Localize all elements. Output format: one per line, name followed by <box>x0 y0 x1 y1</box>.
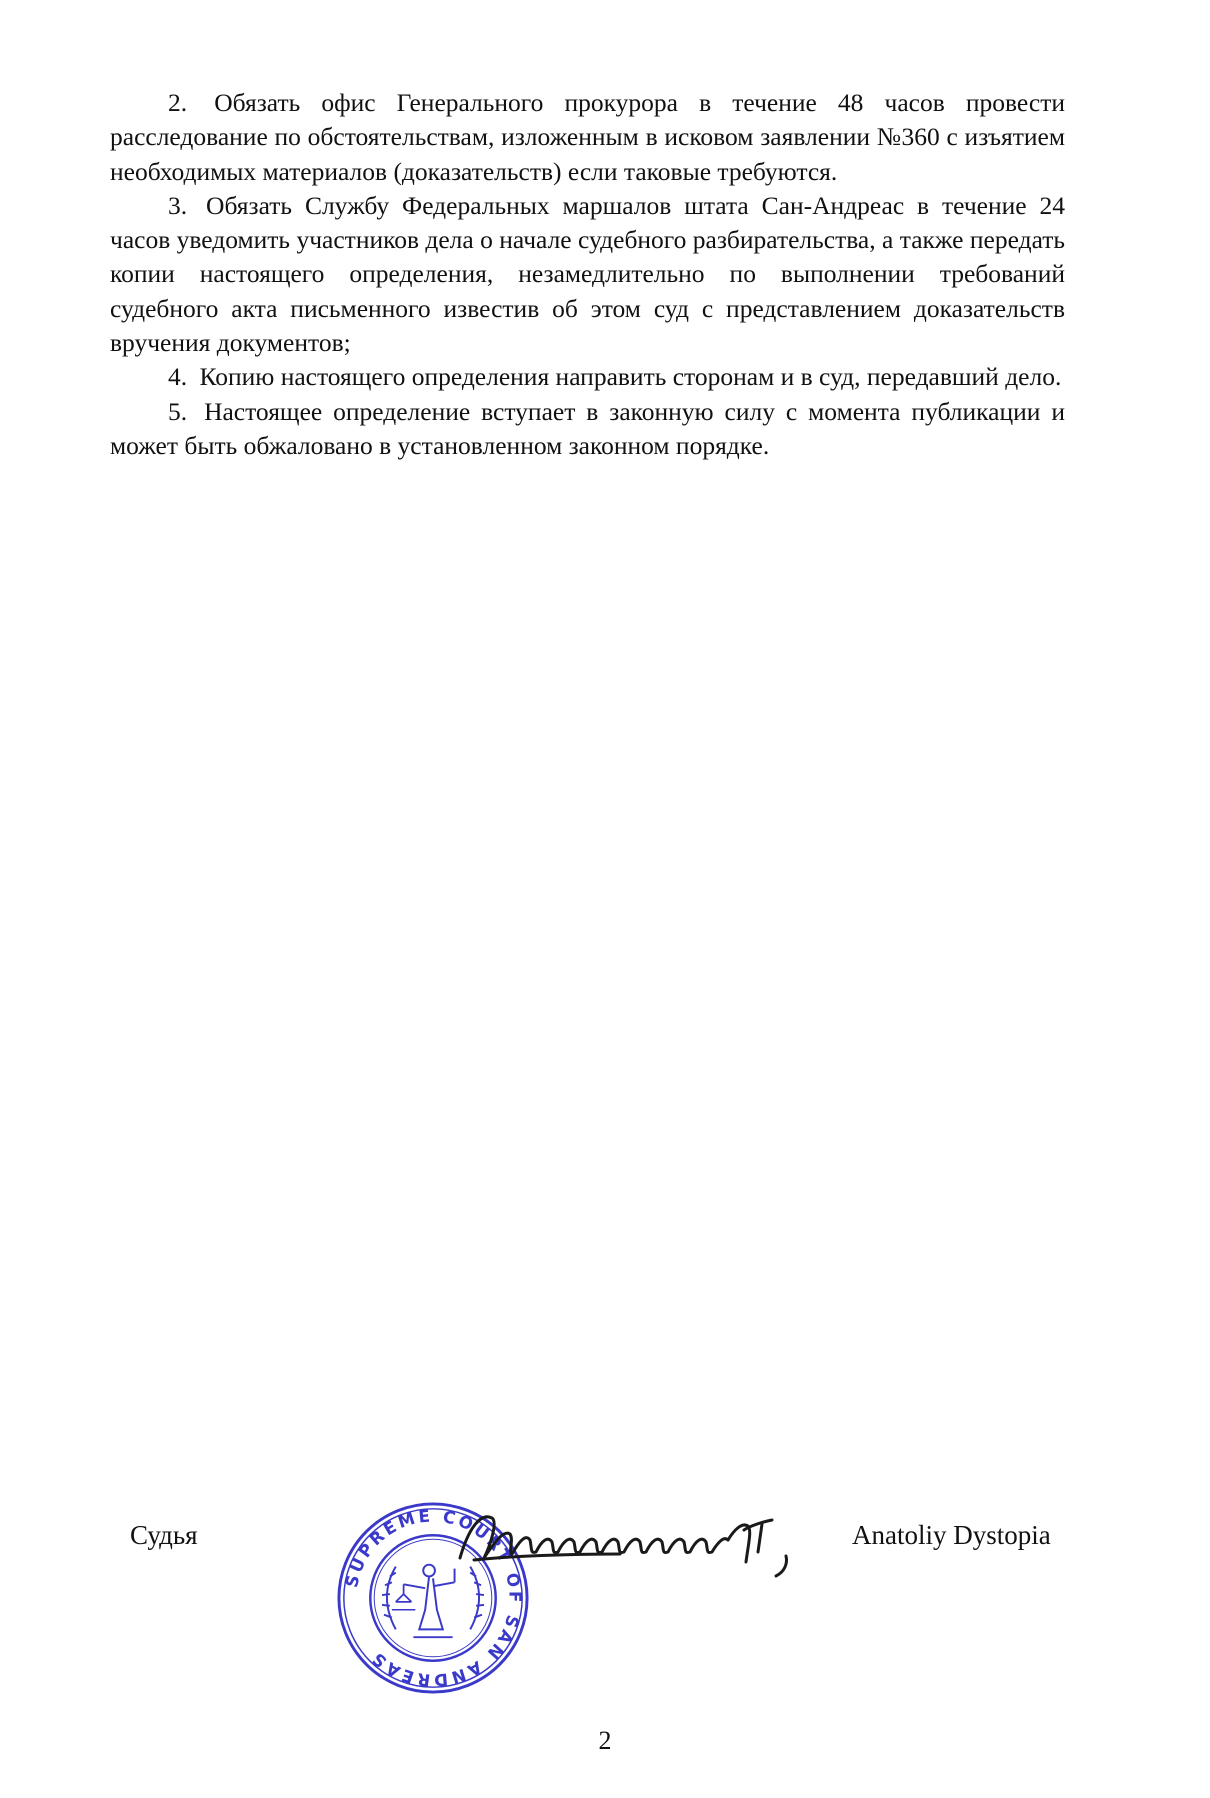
signature-block <box>0 1500 1210 1720</box>
item-number: 3. <box>168 190 188 220</box>
document-body <box>110 86 1065 463</box>
handwritten-signature <box>450 1500 830 1580</box>
item-text: Обязать офис Генерального прокурора в течение 48 часов провести расследование по обстоятельствам, изложенным в исковом заявлении №360 с изъятием необходимых материалов (доказательств) если таковые требуются. <box>110 88 1065 186</box>
signature-role: Судья <box>130 1520 198 1550</box>
seal-text: SUPREME COURT OF SAN ANDREAS <box>342 1506 525 1690</box>
item-number: 4. <box>168 362 188 392</box>
item-text: Обязать Службу Федеральных маршалов штата Сан-Андреас в течение 24 часов уведомить участников дела о начале судебного разбирательства, а также передать копии настоящего определения, незамедлительно по выполнении требований судебного акта письменного известив об этом суд с представлением доказательств вручения документов; <box>110 190 1066 358</box>
item-number: 5. <box>168 396 188 426</box>
item-text: Копию настоящего определения направить сторонам и в суд, передавший дело. <box>199 362 1062 392</box>
list-item <box>110 189 1065 360</box>
judge-name: Anatoliy Dystopia <box>852 1520 1051 1550</box>
item-number: 2. <box>168 88 188 117</box>
item-text: Настоящее определение вступает в законную силу с момента публикации и может быть обжаловано в установленном законном порядке. <box>110 396 1066 460</box>
list-item <box>110 395 1065 464</box>
page-number: 2 <box>598 1726 612 1755</box>
list-item <box>110 360 1065 394</box>
list-item <box>110 86 1065 189</box>
